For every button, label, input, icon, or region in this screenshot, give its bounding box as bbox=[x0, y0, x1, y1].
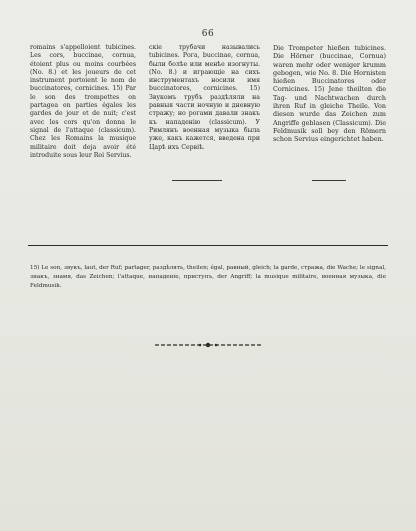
ornament-dash-icon bbox=[153, 340, 263, 350]
german-column-end-rule bbox=[312, 180, 346, 181]
russian-column bbox=[149, 44, 260, 152]
french-column bbox=[30, 44, 136, 160]
russian-column-end-rule bbox=[172, 180, 222, 181]
french-paragraph: romains s'appelloient tubicines. Les cors, buccinae, cornua, étoient plus ou moins courbées (No. 8.) et les joueurs de cet instrument portoient le nom de buccinatores, cornicines. 15) Par le son des trompettes on partagea en parties égales les gardes de jour et de nuit; c'est avec les cors qu'on donna le signal de l'attaque (classicum). Chez les Romains la musique militaire doit deja avoir été introduite sous leur Roi Servius. bbox=[30, 44, 136, 159]
german-paragraph: Die Trompeter hießen tubicines. Die Hörner (buccinae, Cornua) waren mehr oder weniger krumm gebogen, wie No. 8. Die Hornisten hießen Buccinatores oder Cornicines. 15) Jene theilten die Tag- und Nachtwachen durch ihren Ruf in gleiche Theile. Von diesen wurde das Zeichen zum Angriffe geblasen (Classicum). Die Feldmusik soll bey den Römern schon Servius eingerichtet haben. bbox=[273, 44, 386, 144]
decorative-ornament bbox=[0, 340, 416, 350]
footnote-separator-rule bbox=[28, 245, 388, 246]
russian-paragraph: скіе трубачи назывались tubicines. Рога, buccinae, cornua, были болѣе или менѣе изогнуты. (No. 8.) и играющіе на сихъ инструментахъ носили имя buccinatores, cornicines. 15) Звукомъ трубъ раздѣляли на равныя части ночную и дневную стражу; но рогами давали знакъ къ нападенію (classicum). У Римлянъ военная музыка была уже, какъ кажется, введена при Царѣ ихъ Сервіѣ. bbox=[149, 44, 260, 151]
footnote: 15) Le son, звукъ, laut, der Ruf; partager, раздѣлять, theilen; égal, равный, gleich; la garde, стража, die Wache; le signal, знакъ, знамя, das Zeichen; l'attaque, нападеніе, приступъ, der Angriff; la musique militaire, военная музыка, die Feldmusik. bbox=[30, 265, 386, 289]
german-column bbox=[273, 44, 386, 144]
page-number: 66 bbox=[201, 29, 215, 39]
